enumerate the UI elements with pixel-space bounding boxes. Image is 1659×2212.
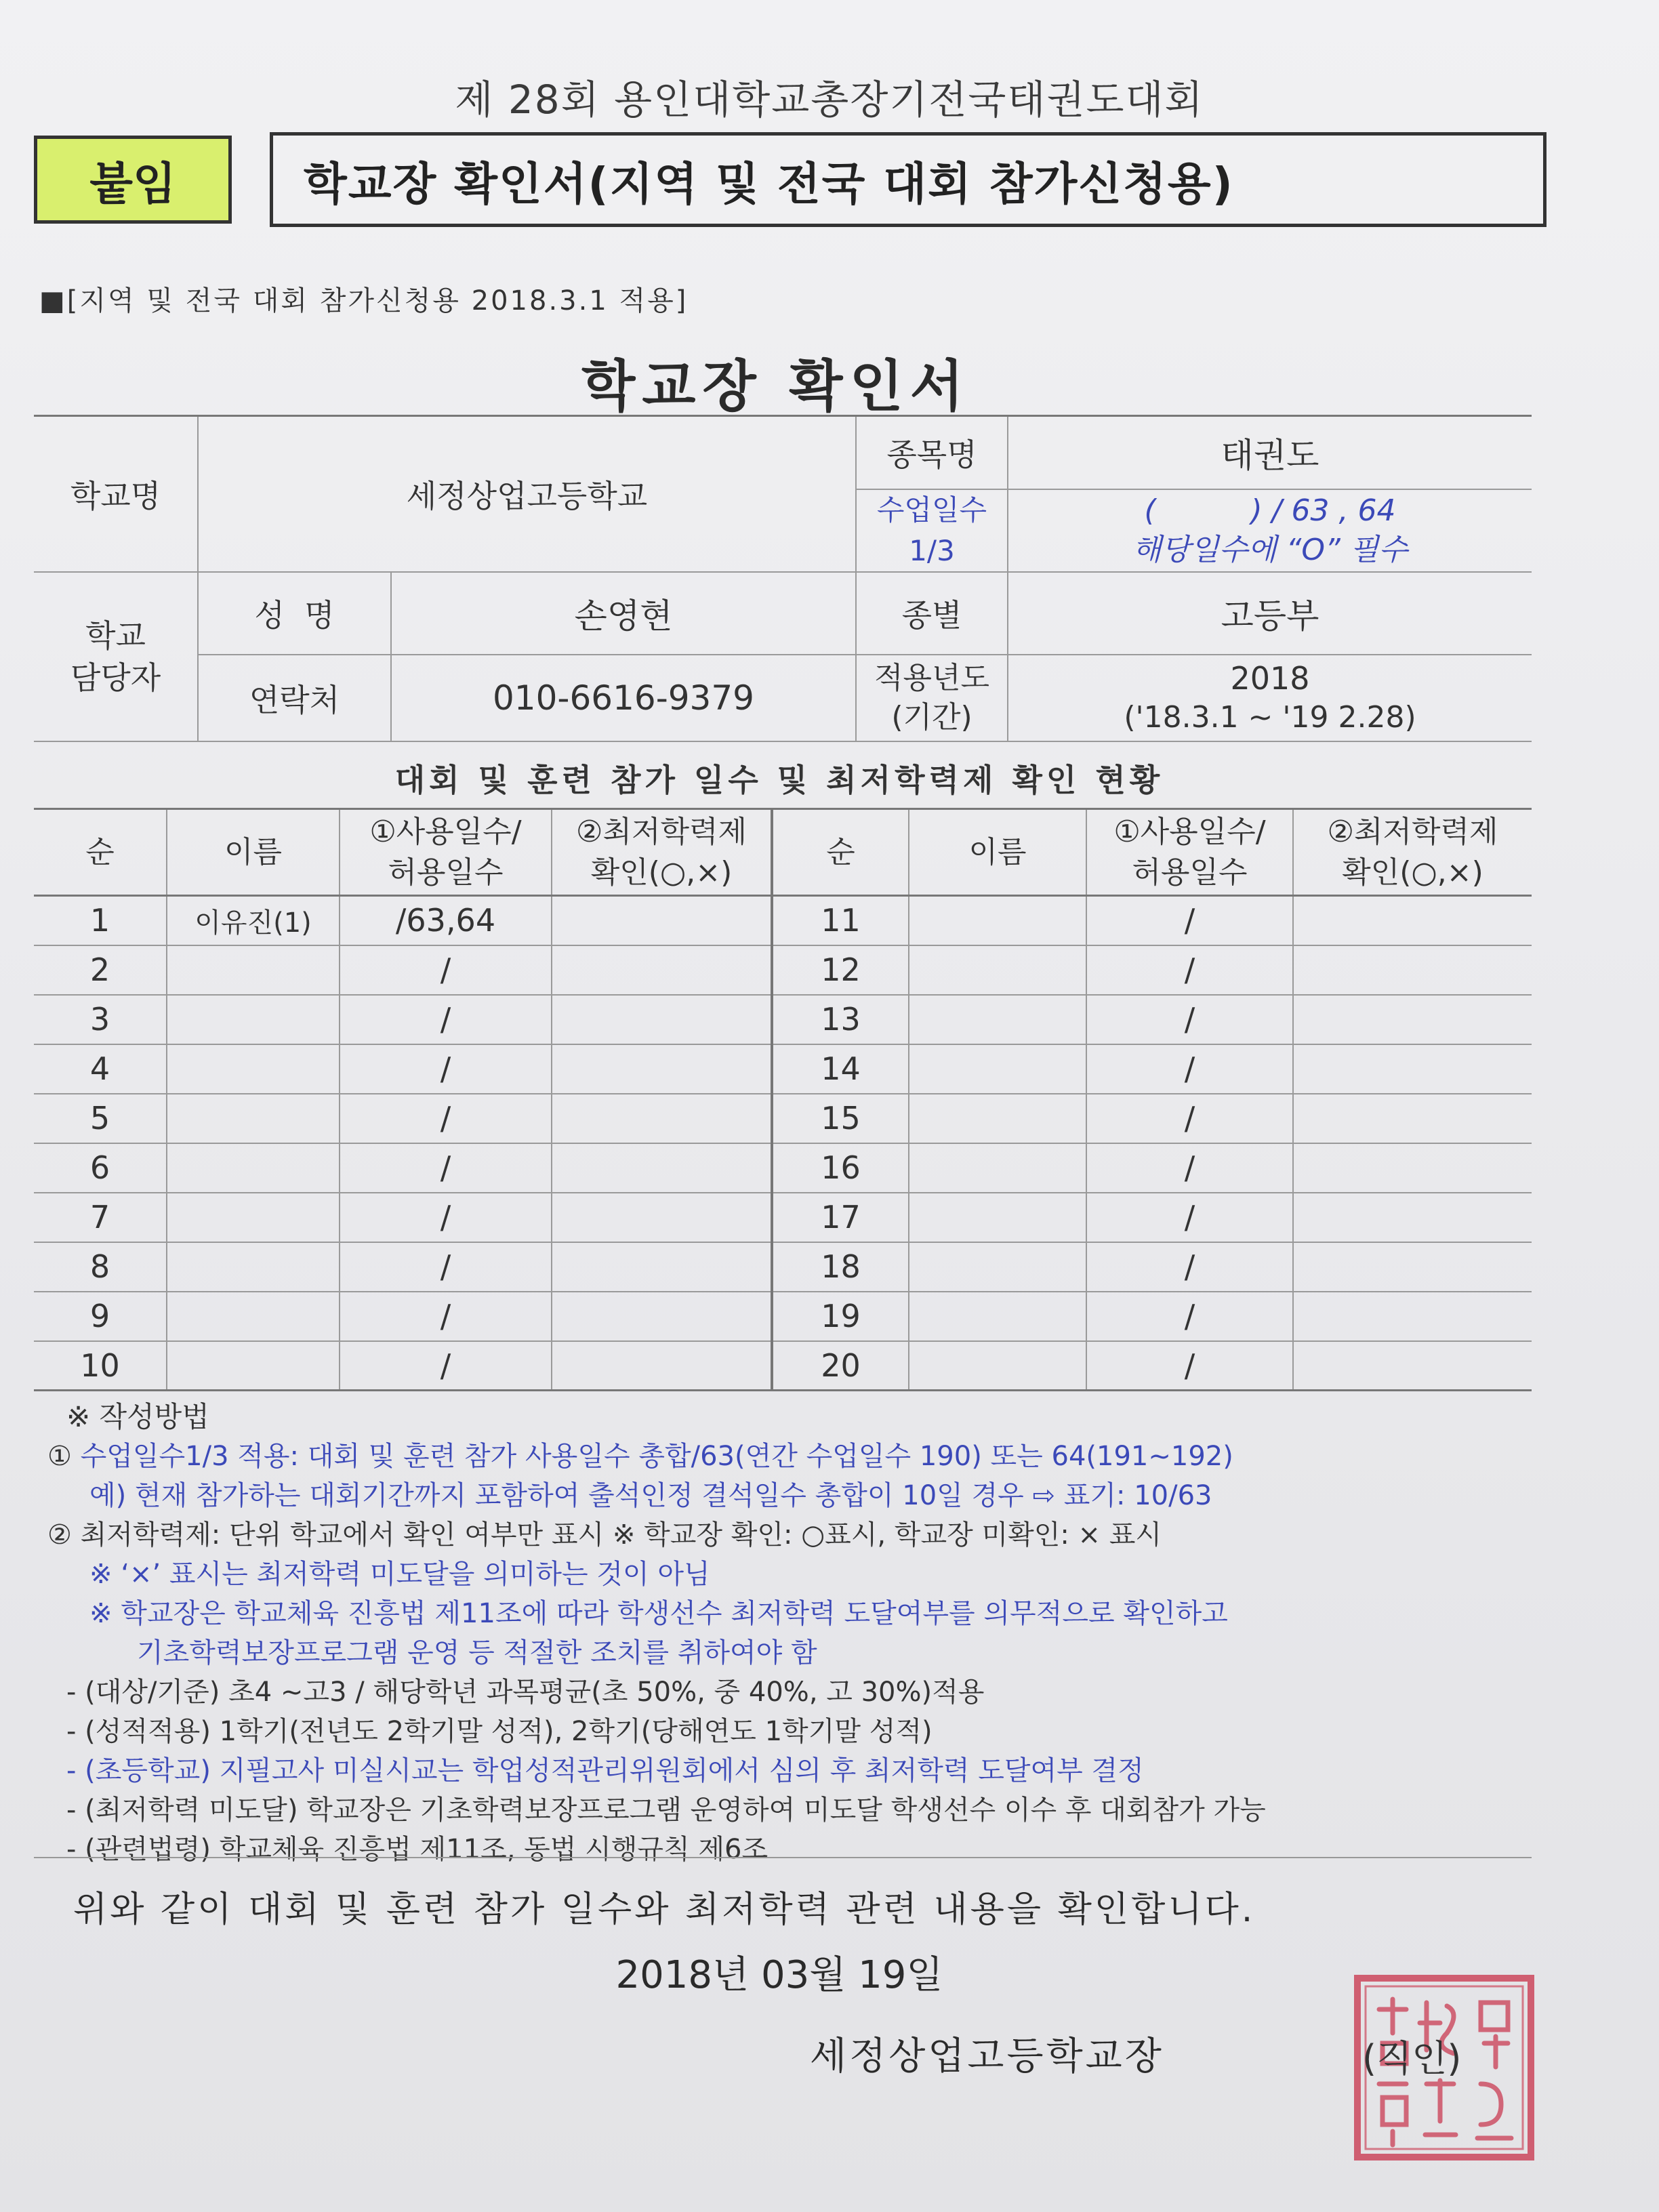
note-2-mark: ② — [47, 1519, 72, 1551]
row-days: / — [340, 1292, 552, 1341]
row-days: / — [1086, 1193, 1293, 1242]
row-days: / — [1086, 1143, 1293, 1193]
note-2-line3: ※ 학교장은 학교체육 진흥법 제11조에 따라 학생선수 최저학력 도달여부를 의무적으로 확인하고 — [89, 1598, 1228, 1629]
row-no: 1 — [34, 896, 167, 945]
seal-label: (직인) — [1362, 2037, 1462, 2080]
row-name: 이유진(1) — [167, 896, 340, 945]
col-days-left-line2: 허용일수 — [388, 855, 504, 890]
row-days: / — [340, 1242, 552, 1292]
row-check — [1293, 1094, 1532, 1143]
division-label: 종별 — [856, 572, 1008, 655]
table-row — [34, 1143, 1532, 1193]
row-no: 12 — [772, 945, 909, 995]
row-check — [552, 1341, 772, 1391]
row-name — [167, 1143, 340, 1193]
row-name — [167, 1341, 340, 1391]
row-name — [909, 1242, 1086, 1292]
table-row — [34, 945, 1532, 995]
detail-elementary: - (초등학교) 지필고사 미실시교는 학업성적관리위원회에서 심의 후 최저학력 도달여부 결정 — [66, 1755, 1144, 1786]
row-no: 6 — [34, 1143, 167, 1193]
contact-group-label-line2: 담당자 — [70, 659, 161, 696]
note-2-line4: 기초학력보장프로그램 운영 등 적절한 조치를 취하여야 함 — [137, 1637, 817, 1668]
row-days: / — [340, 1044, 552, 1094]
row-name — [909, 1292, 1086, 1341]
sport-label: 종목명 — [856, 416, 1008, 489]
col-name-right: 이름 — [909, 809, 1086, 896]
row-name — [909, 896, 1086, 945]
row-no: 10 — [34, 1341, 167, 1391]
instructions-heading: ※ 작성방법 — [66, 1400, 209, 1433]
row-no: 14 — [772, 1044, 909, 1094]
row-name — [167, 1094, 340, 1143]
col-no-right: 순 — [772, 809, 909, 896]
row-days: / — [1086, 896, 1293, 945]
row-name — [167, 995, 340, 1044]
row-check — [552, 1242, 772, 1292]
year-value — [1008, 655, 1532, 741]
scope-note: ■[지역 및 전국 대회 참가신청용 2018.3.1 적용] — [39, 285, 689, 316]
row-days: / — [1086, 1094, 1293, 1143]
note-2-line2: ※ ‘×’ 표시는 최저학력 미도달을 의미하는 것이 아님 — [89, 1559, 710, 1590]
row-no: 20 — [772, 1341, 909, 1391]
confirm-statement: 위와 같이 대회 및 훈련 참가 일수와 최저학력 관련 내용을 확인합니다. — [73, 1889, 1256, 1930]
row-days: / — [1086, 1044, 1293, 1094]
detail-below-minimum: - (최저학력 미도달) 학교장은 기초학력보장프로그램 운영하여 미도달 학생선수 이수 후 대회참가 가능 — [66, 1795, 1266, 1826]
table-row — [34, 1094, 1532, 1143]
row-name — [167, 1044, 340, 1094]
table-row — [34, 1292, 1532, 1341]
detail-grades: - (성적적용) 1학기(전년도 2학기말 성적), 2학기(당해연도 1학기말 성적) — [66, 1716, 933, 1747]
participants-rows — [34, 896, 1532, 1391]
class-days-value-line1: ( ) / 63 , 64 — [1144, 493, 1396, 528]
table-row — [34, 1193, 1532, 1242]
row-days: / — [340, 995, 552, 1044]
row-name — [167, 1292, 340, 1341]
row-check — [1293, 995, 1532, 1044]
table-row — [34, 995, 1532, 1044]
row-days: /63,64 — [340, 896, 552, 945]
note-1 — [47, 1437, 1606, 1476]
row-days: / — [1086, 995, 1293, 1044]
detail-target: - (대상/기준) 초4 ~고3 / 해당학년 과목평균(초 50%, 중 40%, 고 30%)적용 — [66, 1677, 985, 1708]
row-check — [552, 1292, 772, 1341]
row-days: / — [340, 1193, 552, 1242]
attach-label: 붙임 — [34, 136, 232, 224]
year-value-line2: ('18.3.1 ~ '19 2.28) — [1124, 699, 1416, 735]
row-no: 2 — [34, 945, 167, 995]
info-table — [34, 415, 1532, 742]
note-2-line1: 최저학력제: 단위 학교에서 확인 여부만 표시 ※ 학교장 확인: ○표시, 학교장 미확인: × 표시 — [80, 1519, 1162, 1551]
year-label-line2: (기간) — [891, 699, 972, 735]
col-check-left-line1: ②최저학력제 — [576, 814, 747, 849]
row-name — [167, 1242, 340, 1292]
participants-heading: 대회 및 훈련 참가 일수 및 최저학력제 확인 현황 — [394, 762, 1164, 798]
row-no: 11 — [772, 896, 909, 945]
row-days: / — [340, 1094, 552, 1143]
name-value: 손영현 — [391, 572, 856, 655]
row-no: 5 — [34, 1094, 167, 1143]
row-name — [909, 995, 1086, 1044]
row-check — [1293, 1193, 1532, 1242]
col-name-left: 이름 — [167, 809, 340, 896]
row-no: 18 — [772, 1242, 909, 1292]
school-name-value: 세정상업고등학교 — [198, 416, 856, 572]
row-check — [1293, 1044, 1532, 1094]
row-name — [909, 1143, 1086, 1193]
contact-group-label — [34, 572, 198, 741]
row-days: / — [1086, 1341, 1293, 1391]
row-check — [552, 1193, 772, 1242]
row-no: 9 — [34, 1292, 167, 1341]
row-check — [1293, 1341, 1532, 1391]
row-name — [167, 1193, 340, 1242]
participants-table — [34, 808, 1532, 1391]
row-check — [552, 995, 772, 1044]
row-name — [909, 1341, 1086, 1391]
row-name — [909, 945, 1086, 995]
row-no: 3 — [34, 995, 167, 1044]
row-check — [552, 1094, 772, 1143]
class-days-value — [1008, 489, 1532, 572]
row-check — [1293, 945, 1532, 995]
class-days-label-line1: 수업일수 — [876, 493, 987, 527]
instructions — [47, 1397, 1606, 1869]
document-title: 학교장 확인서 — [581, 354, 970, 419]
row-check — [1293, 896, 1532, 945]
phone-value: 010-6616-9379 — [391, 655, 856, 741]
issue-date: 2018년 03월 19일 — [615, 1953, 943, 1997]
row-no: 8 — [34, 1242, 167, 1292]
row-days: / — [1086, 945, 1293, 995]
table-row — [34, 1341, 1532, 1391]
row-days: / — [1086, 1292, 1293, 1341]
col-days-right-line1: ①사용일수/ — [1113, 814, 1266, 849]
table-row — [34, 1242, 1532, 1292]
note-2 — [47, 1515, 1606, 1555]
year-value-line1: 2018 — [1230, 659, 1310, 697]
principal-signature: 세정상업고등학교장 — [810, 2034, 1164, 2078]
col-check-right-line2: 확인(○,×) — [1342, 855, 1483, 890]
row-name — [167, 945, 340, 995]
col-check-left — [552, 809, 772, 896]
col-days-right — [1086, 809, 1293, 896]
col-days-right-line2: 허용일수 — [1132, 855, 1248, 890]
col-check-right-line1: ②최저학력제 — [1327, 814, 1498, 849]
row-check — [552, 945, 772, 995]
row-check — [1293, 1143, 1532, 1193]
row-check — [552, 1143, 772, 1193]
row-days: / — [340, 1341, 552, 1391]
banner-title: 학교장 확인서(지역 및 전국 대회 참가신청용) — [270, 132, 1547, 227]
table-row — [34, 1044, 1532, 1094]
event-title: 제 28회 용인대학교총장기전국태권도대회 — [455, 77, 1204, 123]
note-1-line1: 수업일수1/3 적용: 대회 및 훈련 참가 사용일수 총합/63(연간 수업일수 190) 또는 64(191~192) — [80, 1441, 1233, 1472]
year-label — [856, 655, 1008, 741]
row-no: 4 — [34, 1044, 167, 1094]
row-check — [552, 1044, 772, 1094]
division-value: 고등부 — [1008, 572, 1532, 655]
col-check-left-line2: 확인(○,×) — [590, 855, 733, 890]
row-check — [552, 896, 772, 945]
contact-group-label-line1: 학교 — [85, 617, 146, 654]
row-no: 13 — [772, 995, 909, 1044]
sport-value: 태권도 — [1008, 416, 1532, 489]
row-no: 7 — [34, 1193, 167, 1242]
year-label-line1: 적용년도 — [874, 660, 989, 695]
row-name — [909, 1044, 1086, 1094]
row-no: 19 — [772, 1292, 909, 1341]
class-days-label-line2: 1/3 — [909, 533, 955, 567]
row-days: / — [340, 1143, 552, 1193]
note-1-mark: ① — [47, 1441, 72, 1472]
name-label: 성 명 — [198, 572, 391, 655]
detail-law: - (관련법령) 학교체육 진흥법 제11조, 동법 시행규칙 제6조 — [66, 1834, 769, 1865]
col-no-left: 순 — [34, 809, 167, 896]
row-check — [1293, 1292, 1532, 1341]
row-check — [1293, 1242, 1532, 1292]
col-check-right — [1293, 809, 1532, 896]
school-name-label: 학교명 — [34, 416, 198, 572]
class-days-value-line2: 해당일수에 “O” 필수 — [1132, 532, 1408, 567]
row-name — [909, 1094, 1086, 1143]
row-no: 17 — [772, 1193, 909, 1242]
row-no: 15 — [772, 1094, 909, 1143]
row-days: / — [340, 945, 552, 995]
col-days-left-line1: ①사용일수/ — [369, 814, 522, 849]
row-no: 16 — [772, 1143, 909, 1193]
divider — [34, 1857, 1532, 1858]
row-name — [909, 1193, 1086, 1242]
table-row — [34, 896, 1532, 945]
row-days: / — [1086, 1242, 1293, 1292]
col-days-left — [340, 809, 552, 896]
note-1-line2: 예) 현재 참가하는 대회기간까지 포함하여 출석인정 결석일수 총합이 10일 경우 ⇨ 표기: 10/63 — [89, 1480, 1212, 1511]
class-days-label — [856, 489, 1008, 572]
phone-label: 연락처 — [198, 655, 391, 741]
